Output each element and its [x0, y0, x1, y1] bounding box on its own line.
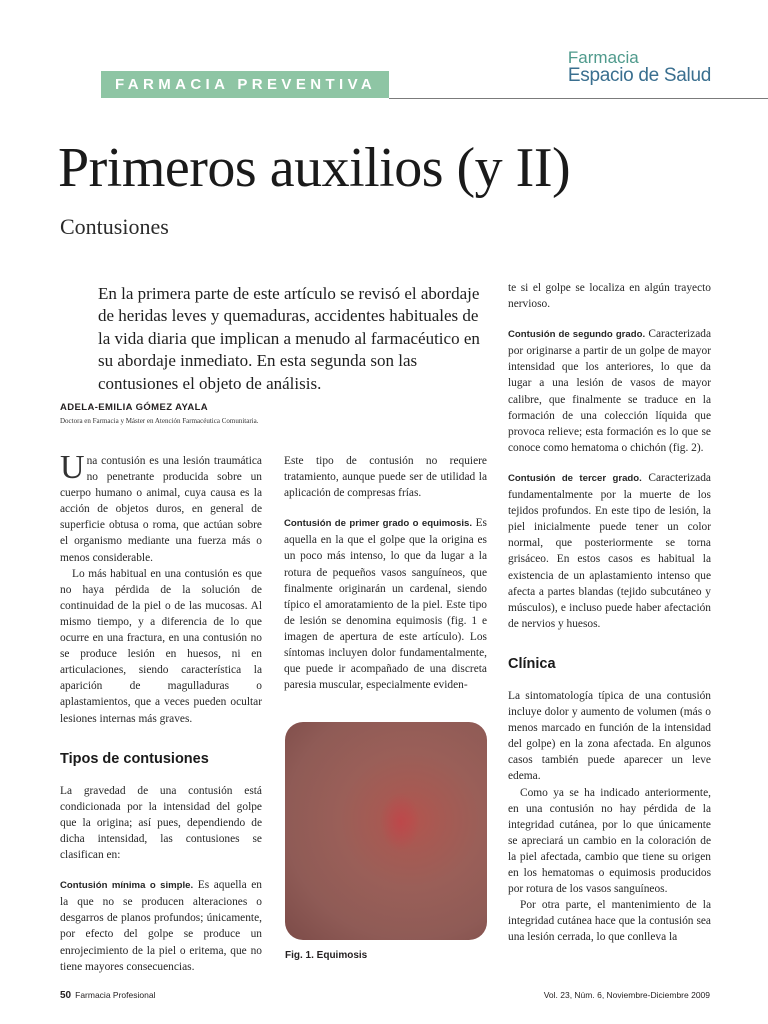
author-name: ADELA-EMILIA GÓMEZ AYALA — [60, 402, 209, 413]
paragraph — [508, 326, 711, 456]
term-label: Contusión mínima o simple. — [60, 880, 194, 892]
paragraph: Lo más habitual en una contusión es que no haya pérdida de la solución de continuidad de la piel o de las mucosas. Al mismo tiempo, y a diferencia de lo que ocurre en una fractura, en una contusión no se produce lesión en huesos, ni en articulaciones, siendo característica la aparición de magulladuras o aplastamientos, que a veces pueden ocultar lesiones internas más graves. — [60, 567, 262, 725]
term-label: Contusión de tercer grado. — [508, 472, 642, 484]
section-heading-clinica: Clínica — [508, 655, 556, 672]
article-title: Primeros auxilios (y II) — [58, 137, 571, 199]
figure-caption: Fig. 1. Equimosis — [285, 950, 368, 961]
article-subtitle: Contusiones — [60, 214, 169, 239]
paragraph-text: na contusión es una lesión traumática no penetrante producida sobre un cuerpo humano o animal, cuya causa es la acción de objetos duros, en general de superficie obtusa o roma, que actúan sobre el organismo mediante una fuerza más o menos considerable. — [60, 455, 262, 564]
brand-line-2: Espacio de Salud — [567, 65, 711, 86]
bruise-mark — [380, 792, 420, 852]
paragraph: te si el golpe se localiza en algún trayecto nervioso. — [508, 282, 711, 311]
paragraph-text: Es aquella en la que no se producen alteraciones o desgarros de planos profundos; únicamente, por efecto del golpe se produce un enrojecimiento de la piel o eritema, que no tiene mayores consecuencias. — [60, 879, 262, 973]
paragraph — [60, 449, 262, 566]
paragraph-text: Es aquella en la que el golpe que la origina es un poco más intenso, lo que da lugar a la rotura de pequeños vasos sanguíneos, que finalmente originarán un cardenal, siendo típico el amoratamiento de la piel. Este tipo de lesión se denomina equimosis (fig. 1 e imagen de apertura de este artículo). Los síntomas incluyen dolor fundamentalmente, que puede ir acompañado de una discreta paresia muscular, especialmente eviden- — [284, 517, 487, 692]
section-rule — [389, 98, 768, 99]
paragraph-text: Caracterizada fundamentalmente por la muerte de los tejidos profundos. En este tipo de lesión, la piel inicialmente puede tener un color normal, que posteriormente se torna grisáceo. En estos casos es habitual la existencia de un aplastamiento intenso que afecta a partes blandas (tejido subcutáneo y músculos), e incluso puede haber afectación de nervios y huesos. — [508, 471, 711, 630]
term-label: Contusión de primer grado o equimosis. — [284, 518, 473, 530]
column-2 — [284, 453, 487, 693]
paragraph: La sintomatología típica de una contusión incluye dolor y aumento de volumen (más o menos marcado en función de la intensidad del golpe) en la zona afectada. En algunos casos también puede aparecer un leve edema. — [508, 689, 711, 783]
page-number: 50 — [60, 990, 72, 1001]
paragraph: La gravedad de una contusión está condicionada por la intensidad del golpe que la origina; así pues, dependiendo de dicha intensidad, las contusiones se clasifican en: — [60, 784, 262, 862]
paragraph: Como ya se ha indicado anteriormente, en una contusión no hay pérdida de la integridad cutánea, por lo que únicamente se apreciará un cambio en la coloración de la piel afectada, cambio que tiene su origen en los hematomas o equimosis producidos por rotura de los vasos sanguíneos. — [508, 786, 711, 896]
paragraph-text: Caracterizada por originarse a partir de un golpe de mayor intensidad que los anteriores, lo que da lugar a una lesión de vasos de mayor calibre, que finalmente se traduce en la formación de una colección líquida que provoca relieve; esta formación es lo que se conoce como hematoma o chichón (fig. 2). — [508, 328, 711, 454]
column-3 — [508, 280, 711, 945]
column-1 — [60, 449, 262, 975]
figure-ecchymosis-photo — [285, 722, 487, 940]
lead-paragraph: En la primera parte de este artículo se revisó el abordaje de heridas leves y quemaduras, accidentes habituales de la vida diaria que implican a menudo al farmacéutico en su abordaje inmediato. En esta segunda son las contusiones el objeto de análisis. — [98, 284, 480, 393]
paragraph: Este tipo de contusión no requiere tratamiento, aunque puede ser de utilidad la aplicación de compresas frías. — [284, 455, 487, 500]
section-label: FARMACIA PREVENTIVA — [115, 76, 377, 93]
drop-cap: U — [60, 449, 85, 486]
paragraph: Por otra parte, el mantenimiento de la integridad cutánea hace que la contusión sea una lesión cerrada, lo que conlleva la — [508, 899, 711, 944]
paragraph — [60, 877, 262, 975]
journal-brand — [568, 49, 711, 86]
brand-line-1: Farmacia — [567, 48, 639, 67]
journal-name: Farmacia Profesional — [75, 990, 156, 1000]
term-label: Contusión de segundo grado. — [508, 329, 646, 341]
section-banner — [101, 71, 389, 98]
paragraph — [284, 515, 487, 693]
footer-left — [60, 990, 155, 1001]
paragraph — [508, 470, 711, 632]
footer-issue: Vol. 23, Núm. 6, Noviembre-Diciembre 2009 — [543, 990, 710, 1000]
section-heading-tipos: Tipos de contusiones — [60, 750, 209, 767]
author-affiliation: Doctora en Farmacia y Máster en Atención Farmacéutica Comunitaria. — [60, 417, 259, 425]
